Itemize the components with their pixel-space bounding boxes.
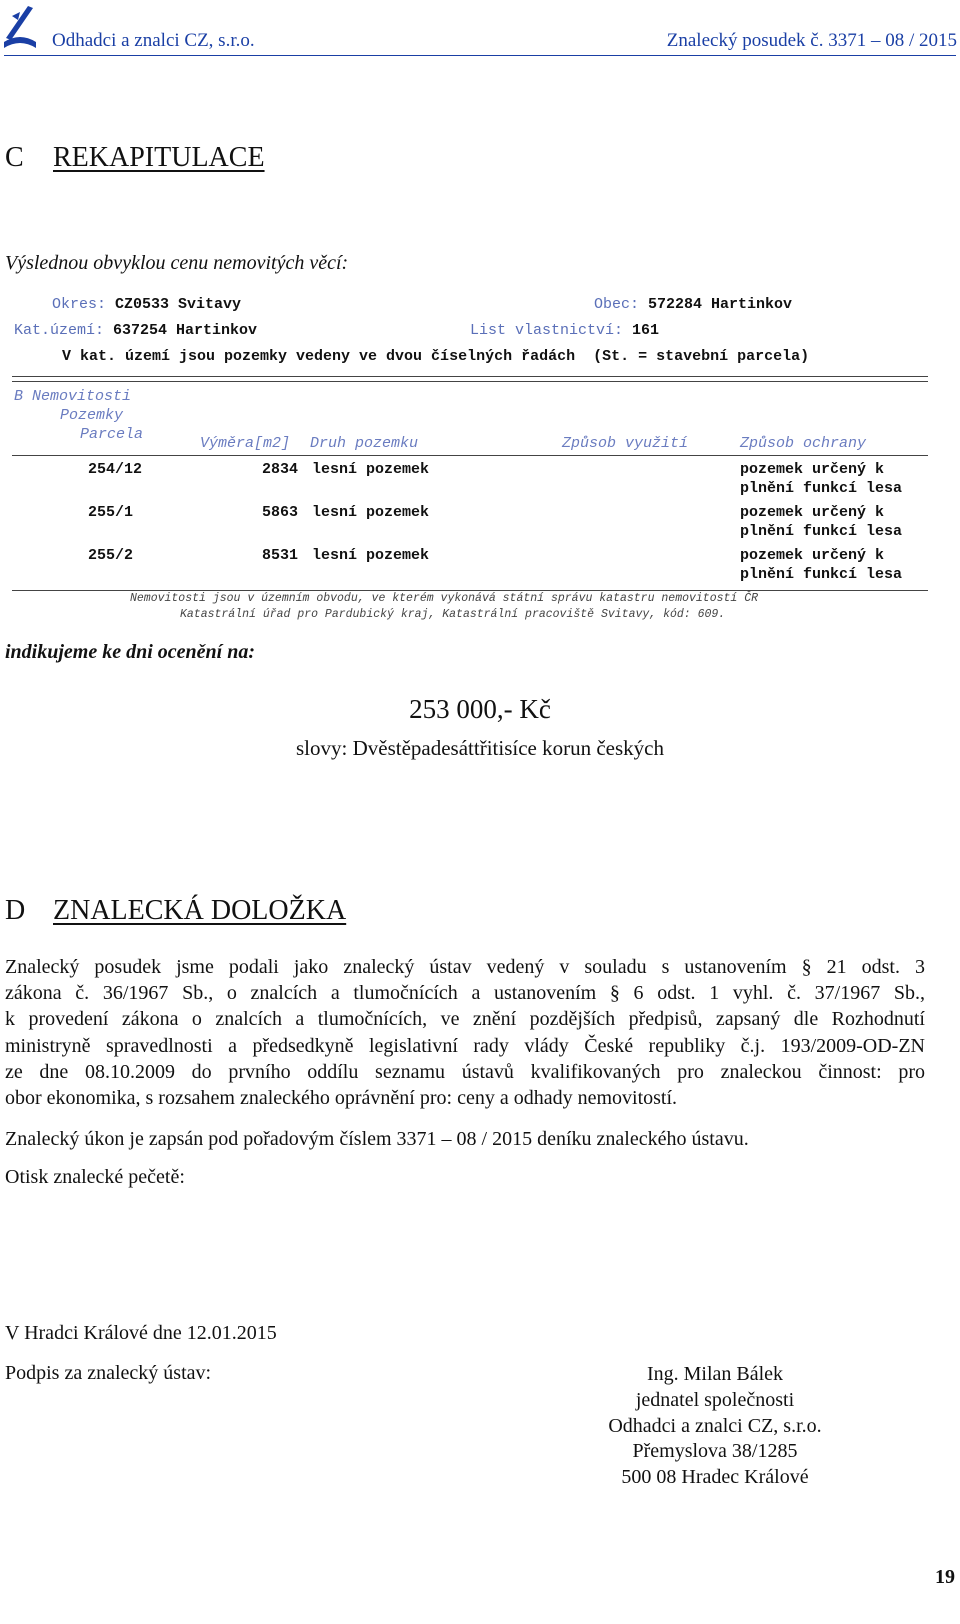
col-vymera: Výměra[m2] [200, 435, 291, 452]
header-report-number: Znalecký posudek č. 3371 – 08 / 2015 [666, 30, 957, 51]
section-c-letter: C [5, 142, 24, 173]
price-in-words: slovy: Dvěstěpadesáttřitisíce korun českých [296, 736, 664, 760]
col-zpusob-ochrany: Způsob ochrany [740, 435, 867, 452]
col-zpusob-vyuziti: Způsob využití [562, 435, 689, 452]
clause-line: ministryně spravedlnosti a předsedkyně legislativní rady vlády České republiky č.j. 193/2009-OD-ZN [5, 1034, 925, 1057]
parcel-type: lesní pozemek [312, 504, 430, 521]
parcel-type: lesní pozemek [312, 547, 430, 564]
lv-value: 161 [632, 322, 660, 339]
clause-line: ze dne 08.10.2009 do prvního oddílu seznamu ústavů kvalifikovaných pro znaleckou činnost: pro [5, 1060, 925, 1083]
parcel-number: 254/12 [88, 461, 143, 478]
clause-line: Znalecký posudek jsme podali jako znalecký ústav vedený v souladu s ustanovením § 21 odst. 3 [5, 956, 925, 978]
excerpt-bottom-rule [12, 590, 928, 591]
b-nemovitosti-label: B Nemovitosti [14, 388, 132, 405]
katuzemi-value: 637254 Hartinkov [113, 322, 258, 339]
signatory-block [560, 1362, 870, 1491]
excerpt-header-rule [12, 455, 928, 456]
obec-value: 572284 Hartinkov [648, 296, 793, 313]
page-number: 19 [935, 1566, 955, 1588]
signature-label: Podpis za znalecký ústav: [5, 1362, 212, 1384]
signatory-name: Ing. Milan Bálek [646, 1363, 784, 1385]
section-c-heading [5, 142, 265, 174]
intro-text: Výslednou obvyklou cenu nemovitých věcí: [5, 252, 349, 274]
seal-label: Otisk znalecké pečetě: [5, 1166, 185, 1188]
signatory-city: 500 08 Hradec Králové [621, 1466, 809, 1489]
signatory-company: Odhadci a znalci CZ, s.r.o. [608, 1414, 822, 1437]
cadastre-footer-1: Nemovitosti jsou v územním obvodu, ve kterém vykonává státní správu katastru nemovitostí ČR [130, 592, 759, 605]
parcel-area: 5863 [262, 504, 299, 521]
parcel-number: 255/1 [88, 504, 134, 521]
cadastre-footer-2: Katastrální úřad pro Pardubický kraj, Katastrální pracoviště Svitavy, kód: 609. [180, 608, 726, 621]
header-divider [4, 55, 956, 56]
parcel-protection-2: plnění funkcí lesa [740, 523, 903, 540]
lv-label: List vlastnictví: [470, 322, 624, 339]
excerpt-top-rule [12, 376, 928, 377]
price-value: 253 000,- Kč [409, 694, 551, 724]
signatory-street: Přemyslova 38/1285 [632, 1440, 798, 1463]
parcel-area: 2834 [262, 461, 299, 478]
section-d-heading [5, 895, 346, 927]
clause-line: obor ekonomika, s rozsahem znaleckého oprávnění pro: ceny a odhady nemovitostí. [5, 1087, 678, 1110]
company-logo [2, 2, 38, 50]
lv-row [470, 322, 659, 339]
katuzemi-row [14, 322, 257, 339]
clause-line: k provedení zákona o znalcích a tlumočnících, ve znění pozdějších předpisů, zapsaný dle Rozhodnutí [5, 1008, 925, 1031]
expert-clause-paragraph [5, 954, 925, 1111]
col-druh: Druh pozemku [310, 435, 419, 452]
obec-row [594, 296, 792, 313]
record-line: Znalecký úkon je zapsán pod pořadovým číslem 3371 – 08 / 2015 deníku znaleckého ústavu. [5, 1128, 749, 1150]
col-parcela: Parcela [80, 426, 144, 443]
excerpt-top-rule-2 [12, 381, 928, 382]
okres-row [52, 296, 241, 313]
section-c-title: REKAPITULACE [53, 142, 265, 173]
obec-label: Obec: [594, 296, 640, 313]
cadastre-note: V kat. území jsou pozemky vedeny ve dvou číselných řadách (St. = stavební parcela) [62, 348, 810, 365]
place-and-date: V Hradci Králové dne 12.01.2015 [5, 1322, 277, 1344]
signatory-role: jednatel společnosti [635, 1388, 795, 1411]
parcel-area: 8531 [262, 547, 299, 564]
section-d-title: ZNALECKÁ DOLOŽKA [53, 895, 347, 926]
pozemky-label: Pozemky [60, 407, 124, 424]
parcel-type: lesní pozemek [312, 461, 430, 478]
katuzemi-label: Kat.území: [14, 322, 105, 339]
parcel-protection-1: pozemek určený k [740, 461, 885, 478]
indication-text: indikujeme ke dni ocenění na: [5, 641, 255, 663]
section-d-letter: D [5, 895, 26, 926]
header-company-name: Odhadci a znalci CZ, s.r.o. [52, 30, 255, 51]
parcel-protection-2: plnění funkcí lesa [740, 480, 903, 497]
okres-value: CZ0533 Svitavy [115, 296, 242, 313]
parcel-protection-2: plnění funkcí lesa [740, 566, 903, 583]
parcel-protection-1: pozemek určený k [740, 547, 885, 564]
parcel-number: 255/2 [88, 547, 134, 564]
clause-line: zákona č. 36/1967 Sb., o znalcích a tlumočnících a ustanovením § 6 odst. 1 vyhl. č. 37/1967 Sb., [5, 982, 925, 1005]
okres-label: Okres: [52, 296, 107, 313]
parcel-protection-1: pozemek určený k [740, 504, 885, 521]
